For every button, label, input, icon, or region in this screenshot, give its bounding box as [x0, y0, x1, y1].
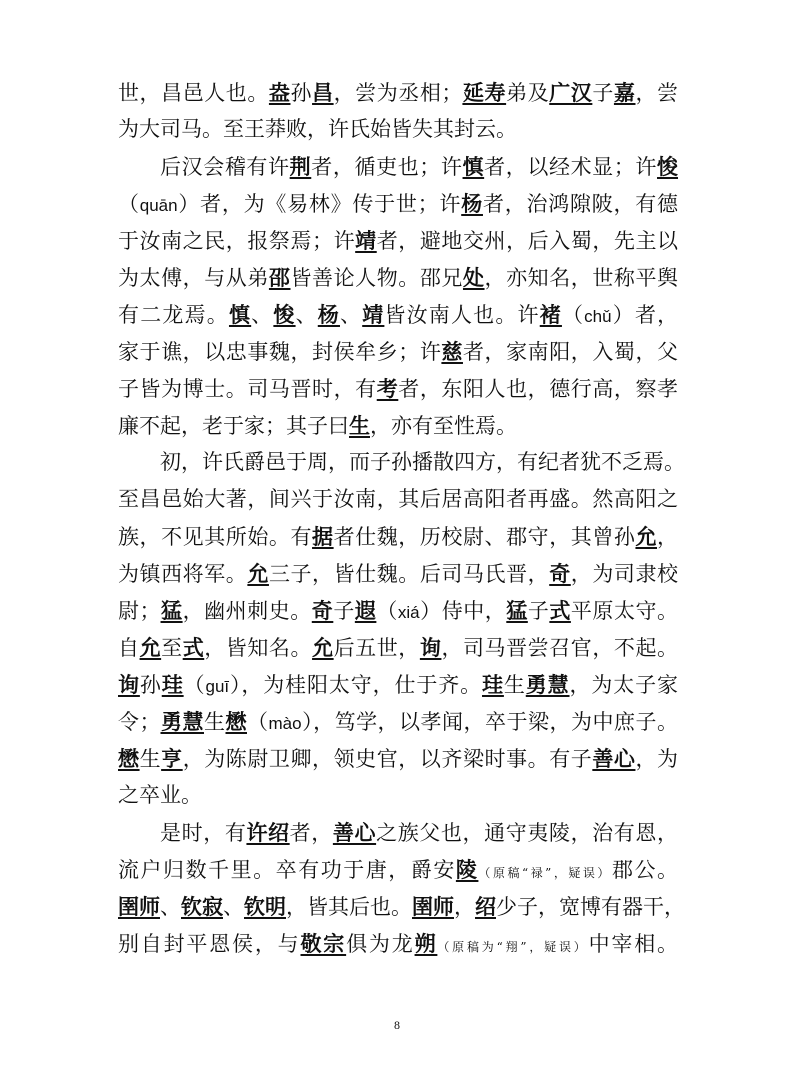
text-run: 生 — [139, 747, 162, 771]
text-run: 者，以经术显；许 — [484, 155, 658, 179]
text-line — [118, 740, 678, 777]
person-name: 悛 — [273, 302, 296, 327]
text-run: ， — [454, 895, 475, 919]
text-line — [118, 370, 678, 407]
person-name: 慎 — [462, 154, 485, 179]
person-name: 慎 — [228, 302, 252, 327]
text-run: 者，东阳人也，德行高，察孝 — [398, 377, 679, 401]
person-name: 靖 — [362, 302, 385, 327]
text-line — [118, 111, 678, 148]
editor-note: （原稿为“翔”，疑误） — [437, 940, 589, 954]
person-name: 遐 — [354, 598, 377, 623]
person-name: 朔 — [414, 931, 438, 956]
text-run: ），笃学，以孝闻，卒于梁，为中庶子。 — [301, 710, 679, 734]
text-run: 别自封平恩侯，与 — [118, 932, 301, 956]
text-run: 弟及 — [506, 81, 550, 105]
text-run: 世，昌邑人也。 — [118, 81, 269, 105]
text-line — [118, 296, 678, 333]
text-run: 为大司马。至王莽败，许氏始皆失其封云。 — [118, 117, 517, 141]
person-name: 奇 — [311, 598, 334, 623]
text-run: 之卒业。 — [118, 783, 202, 807]
text-line — [118, 481, 678, 518]
text-run: 流户归数千里。卒有功于唐，爵安 — [118, 858, 456, 882]
person-name: 钦寂 — [181, 894, 223, 919]
pinyin-annotation: quān — [139, 196, 178, 215]
text-run: （ — [183, 673, 206, 697]
text-run: 初，许氏爵邑于周，而子孙播散四方，有纪者犹不乏焉。 — [160, 450, 685, 474]
text-line — [118, 592, 678, 629]
text-run: 少子，宽博有器干， — [496, 895, 685, 919]
text-run: 生 — [503, 673, 526, 697]
text-run: 者仕魏，历校尉、郡守，其曾孙 — [333, 525, 636, 549]
text-run: 至昌邑始大著，间兴于汝南，其后居高阳者再盛。然高阳之 — [118, 487, 678, 511]
text-run: ，亦有至性焉。 — [370, 414, 517, 438]
person-name: 延寿 — [462, 80, 507, 105]
text-run: 三子，皆仕魏。后司马氏晋， — [268, 562, 550, 586]
text-line — [118, 407, 678, 444]
text-run: ，为司隶校 — [570, 562, 679, 586]
text-run: （ — [376, 599, 398, 623]
text-run: 、 — [223, 895, 244, 919]
person-name: 允 — [635, 524, 658, 549]
text-run: 孙 — [290, 81, 313, 105]
person-name: 杨 — [461, 191, 483, 216]
person-name: 勇慧 — [160, 709, 204, 734]
text-line — [118, 259, 678, 296]
person-name: 懋 — [118, 746, 140, 771]
text-run: 廉不起，老于家；其子曰 — [118, 414, 349, 438]
text-run: ，亦知名，世称平舆 — [484, 266, 679, 290]
text-run: 皆汝南人也。许 — [384, 303, 540, 327]
person-name: 勇慧 — [525, 672, 570, 697]
person-name: 善心 — [332, 820, 377, 845]
text-run: 为太傅，与从弟 — [118, 266, 269, 290]
text-run: 族，不见其所始。有 — [118, 525, 313, 549]
text-run: ，为陈尉卫卿，领史官，以齐梁时事。有子 — [182, 747, 593, 771]
text-run: ）者，为《易林》传于世；许 — [177, 192, 462, 216]
text-run: 尉； — [118, 599, 161, 623]
text-line — [118, 74, 678, 111]
person-name: 式 — [182, 635, 205, 660]
text-run: 令； — [118, 710, 161, 734]
text-run: ，皆其后也。 — [286, 895, 412, 919]
text-run: ，幽州刺史。 — [182, 599, 312, 623]
person-name: 褚 — [539, 302, 562, 327]
person-name: 据 — [312, 524, 334, 549]
text-run: 、 — [295, 303, 318, 327]
text-run: ，皆知名。 — [204, 636, 313, 660]
person-name: 昌 — [312, 80, 334, 105]
text-line — [118, 814, 678, 851]
person-name: 允 — [312, 635, 334, 660]
person-name: 珪 — [482, 672, 504, 697]
person-name: 珪 — [161, 672, 184, 697]
person-name: 靖 — [355, 228, 377, 253]
text-run: 、 — [251, 303, 274, 327]
text-run: （ — [561, 303, 585, 327]
pinyin-annotation: mào — [268, 714, 302, 733]
text-run: 生 — [204, 710, 226, 734]
person-name: 嘉 — [613, 80, 636, 105]
pinyin-annotation: guī — [205, 677, 230, 696]
text-line — [118, 777, 678, 814]
person-name: 慈 — [441, 339, 463, 364]
person-name: 式 — [549, 598, 571, 623]
text-run: 为镇西将军。 — [118, 562, 248, 586]
text-run: ）侍中， — [419, 599, 507, 623]
text-run: （ — [247, 710, 269, 734]
text-run: 是时，有 — [160, 821, 247, 845]
text-run: ，尝 — [635, 81, 679, 105]
text-run: ，尝为丞相； — [333, 81, 463, 105]
text-run: 有二龙焉。 — [118, 303, 229, 327]
person-name: 奇 — [549, 561, 571, 586]
person-name: 考 — [376, 376, 399, 401]
person-name: 圉师 — [412, 894, 454, 919]
text-run: ，为 — [635, 747, 679, 771]
person-name: 盎 — [268, 80, 291, 105]
person-name: 悛 — [657, 154, 679, 179]
person-name: 懋 — [225, 709, 247, 734]
person-name: 绍 — [475, 894, 496, 919]
text-run: 俱为龙 — [346, 932, 415, 956]
text-run: 子 — [592, 81, 614, 105]
text-run: 、 — [160, 895, 181, 919]
person-name: 亨 — [161, 746, 183, 771]
text-run: 于汝南之民，报祭焉；许 — [118, 229, 356, 253]
person-name: 许绍 — [246, 820, 290, 845]
text-line — [118, 222, 678, 259]
person-name: 钦明 — [244, 894, 286, 919]
person-name: 允 — [247, 561, 269, 586]
text-run: ，为太子家 — [569, 673, 679, 697]
text-run: 子皆为博士。司马晋时，有 — [118, 377, 377, 401]
person-name: 猛 — [506, 598, 528, 623]
text-line — [118, 148, 678, 185]
person-name: 生 — [349, 413, 370, 438]
text-run: 者，治鸿隙陂，有德 — [482, 192, 679, 216]
text-line — [118, 555, 678, 592]
text-run: 家于谯，以忠事魏，封侯牟乡；许 — [118, 340, 442, 364]
text-run: 至 — [161, 636, 183, 660]
body-text — [118, 74, 685, 962]
text-run: 后汉会稽有许 — [160, 155, 290, 179]
text-run: 后五世， — [333, 636, 420, 660]
text-line — [118, 888, 685, 925]
pinyin-annotation: xiá — [397, 603, 420, 622]
text-run: 者，家南阳，入蜀，父 — [462, 340, 679, 364]
text-run: 者，避地交州，后入蜀，先主以 — [376, 229, 679, 253]
text-run: 中宰相。 — [588, 932, 679, 956]
text-run: 自 — [118, 636, 140, 660]
text-line — [118, 666, 678, 703]
text-run: 者，循吏也；许 — [311, 155, 463, 179]
text-line — [118, 333, 678, 370]
editor-note: （原稿“禄”，疑误） — [478, 866, 612, 880]
text-line — [118, 185, 678, 222]
text-run: 、 — [339, 303, 363, 327]
text-run: ，司马晋尝召官，不起。 — [441, 636, 679, 660]
text-line — [118, 518, 678, 555]
page-number: 8 — [394, 1018, 400, 1032]
text-run: 孙 — [139, 673, 162, 697]
person-name: 邵 — [268, 265, 291, 290]
text-run: 子 — [527, 599, 550, 623]
person-name: 广汉 — [549, 80, 593, 105]
person-name: 荆 — [289, 154, 312, 179]
text-run: 郡公。 — [611, 858, 679, 882]
person-name: 猛 — [160, 598, 183, 623]
text-run: 子 — [333, 599, 355, 623]
text-run: ），为桂阳太守，仕于齐。 — [229, 673, 483, 697]
text-run: 平原太守。 — [570, 599, 679, 623]
person-name: 询 — [118, 672, 140, 697]
person-name: 圉师 — [118, 894, 160, 919]
text-line — [118, 703, 678, 740]
person-name: 询 — [419, 635, 442, 660]
text-line — [118, 629, 678, 666]
text-line — [118, 444, 685, 481]
person-name: 善心 — [592, 746, 636, 771]
pinyin-annotation: chǔ — [584, 307, 612, 326]
text-run: 者， — [289, 821, 333, 845]
text-run: ， — [657, 525, 679, 549]
text-run: ）者， — [611, 303, 679, 327]
text-run: 皆善论人物。邵兄 — [290, 266, 463, 290]
text-line — [118, 925, 678, 962]
person-name: 敬宗 — [300, 931, 347, 956]
person-name: 陵 — [455, 857, 479, 882]
person-name: 杨 — [317, 302, 340, 327]
person-name: 处 — [462, 265, 485, 290]
text-run: 之族父也，通守夷陵，治有恩， — [376, 821, 679, 845]
text-run: （ — [118, 192, 140, 216]
person-name: 允 — [139, 635, 162, 660]
text-line — [118, 851, 678, 888]
